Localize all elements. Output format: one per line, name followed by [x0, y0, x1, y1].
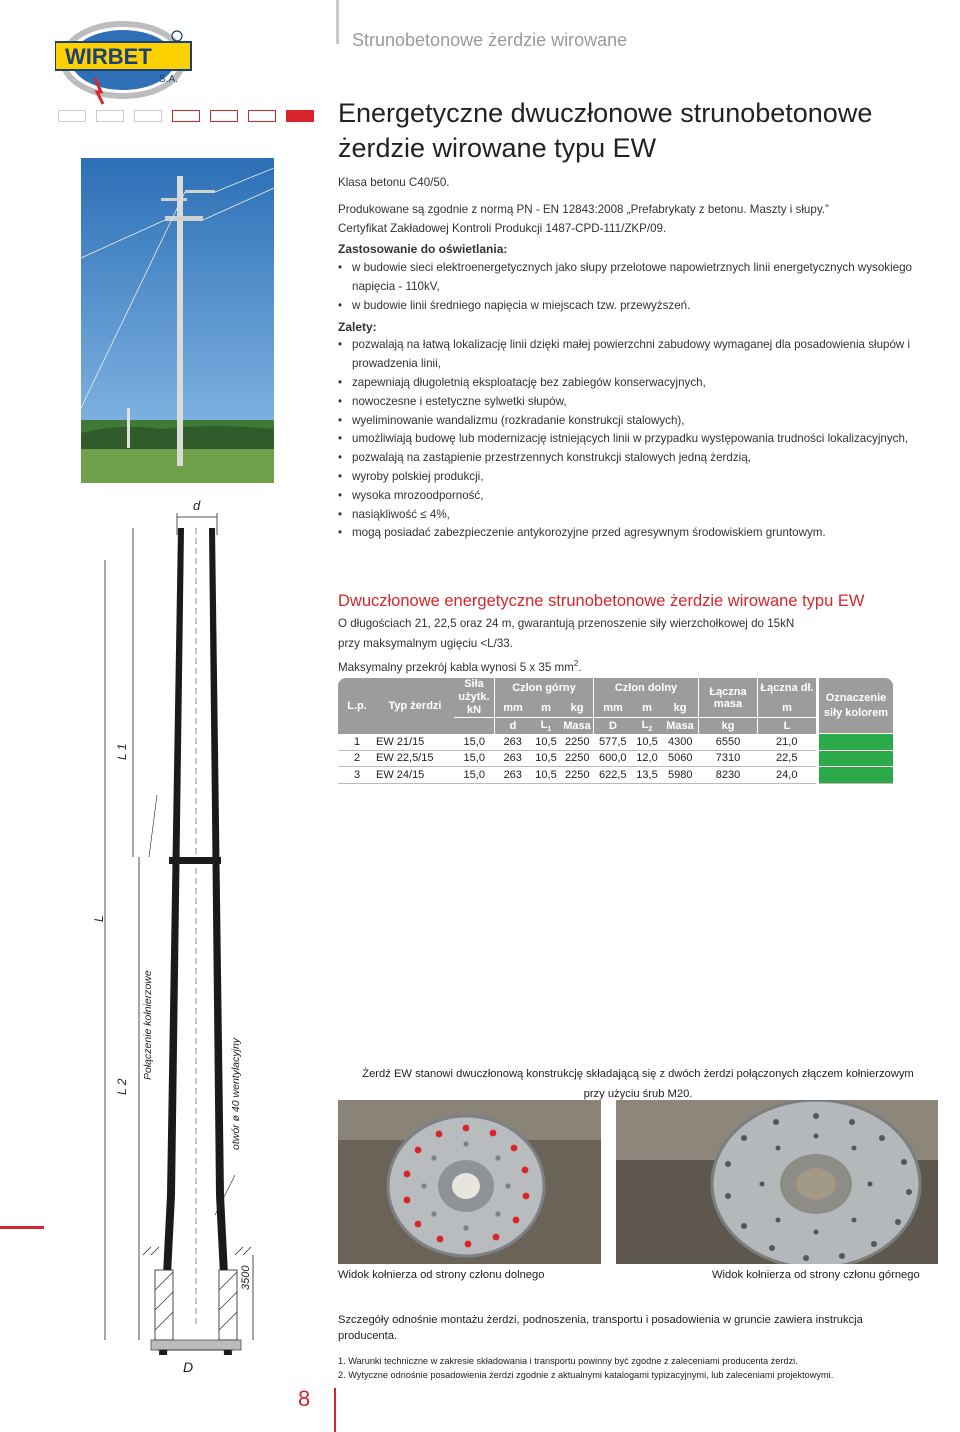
section-line: Maksymalny przekrój kabla wynosi 5 x 35 $mm^2$. — [338, 659, 582, 674]
table-cell: 7310 — [715, 752, 741, 765]
table-row — [338, 734, 893, 751]
th-mass: Łączna masa — [699, 678, 758, 718]
table-cell: 5060 — [668, 752, 693, 765]
L2-label: L 2 — [115, 1078, 129, 1095]
table-cell: 8230 — [715, 768, 741, 781]
list-item: • wyeliminowanie wandalizmu (rozkradanie konstrukcji stalowych), — [338, 412, 948, 431]
color-swatch — [818, 750, 894, 767]
details-text: Szczegóły odnośnie montażu żerdzi, podnoszenia, transportu i posadowienia w gruncie zawiera instrukcja producenta. — [338, 1314, 863, 1342]
page-number-bar — [334, 1388, 336, 1432]
D-label: D — [183, 1359, 194, 1375]
flange-photo-lower — [338, 1100, 601, 1264]
th-lower: Człon dolny — [594, 678, 699, 698]
vent-hole-label: otwór ø 40 wentylacyjny — [230, 1037, 242, 1150]
list-item: • mogą posiadać zabezpieczenie antykorozyjne przed agresywnym środowiskiem gruntowym. — [338, 524, 948, 543]
wirbet-logo — [55, 20, 195, 106]
standard-text: Produkowane są zgodnie z normą PN - EN 12843:2008 „Prefabrykaty z betonu. Maszty i słupy.” — [338, 202, 829, 216]
certificate-text: Certyfikat Zakładowej Kontroli Produkcji 1487-CPD-111/ZKP/09. — [338, 221, 667, 235]
table-cell: 577,5 — [598, 735, 627, 748]
svg-text:WIRBET: WIRBET — [65, 44, 152, 69]
concrete-class: Klasa betonu C40/50. — [338, 176, 450, 189]
table-cell: 6550 — [715, 735, 741, 748]
table-cell: 13,5 — [636, 768, 658, 781]
footnotes — [338, 1354, 833, 1382]
table-cell: 2250 — [565, 735, 590, 748]
table-cell: 15,0 — [463, 752, 485, 765]
section-line: O długościach 21, 22,5 oraz 24 m, gwarantują przenoszenie siły wierzchołkowej do 15kN — [338, 617, 795, 630]
th-sym: d — [495, 718, 532, 734]
section-title: Dwuczłonowe energetyczne strunobetonowe żerdzie wirowane typu EW — [338, 592, 865, 610]
table-cell: 22,5 — [776, 752, 798, 765]
depth-label: 3500 — [240, 1265, 252, 1290]
caption-lower: Widok kołnierza od strony członu dolnego — [338, 1269, 545, 1281]
th-unit: mm — [594, 698, 633, 717]
th-length: Łączna dł. — [758, 678, 818, 698]
header-divider — [336, 0, 339, 44]
table-cell: 10,5 — [535, 735, 557, 748]
th-lp: L.p. — [338, 678, 376, 734]
color-swatch — [818, 767, 894, 784]
table-cell: 2250 — [565, 768, 590, 781]
usage-list — [338, 259, 948, 315]
table-cell: 4300 — [668, 735, 693, 748]
list-item: • pozwalają na łatwą lokalizację linii dzięki małej powierzchni zabudowy wymaganej dla posadowienia słupów i prowadzenia linii, — [338, 336, 948, 374]
list-item: • nasiąkliwość ≤ 4%, — [338, 506, 948, 525]
th-sym: Masa — [561, 718, 594, 734]
th-upper: Człon górny — [495, 678, 594, 698]
caption-line: Żerdź EW stanowi dwuczłonową konstrukcję składającą się z dwóch żerdzi połączonych złączem kołnierzowym — [362, 1068, 914, 1080]
table-cell: 600,0 — [598, 752, 627, 765]
table-cell: 1 — [353, 735, 361, 748]
page-number: 8 — [298, 1386, 311, 1411]
th-sym: L — [758, 718, 818, 734]
usage-heading: Zastosowanie do oświetlania: — [338, 242, 508, 257]
caption-upper: Widok kołnierza od strony członu górnego — [712, 1269, 920, 1281]
intro-text — [338, 174, 948, 543]
th-unit: kg — [561, 698, 594, 717]
L-label: L — [92, 915, 106, 922]
list-item: • zapewniają długoletnią eksploatację bez zabiegów konserwacyjnych, — [338, 374, 948, 393]
table-cell: EW 24/15 — [376, 768, 425, 781]
th-sym: kg — [699, 718, 758, 734]
th-unit: mm — [495, 698, 532, 717]
table-cell: 10,5 — [636, 735, 658, 748]
page-title: Energetyczne dwuczłonowe strunobetonowe żerdzie wirowane typu EW — [338, 98, 873, 163]
footnote: 2. Wytyczne odnośnie posadowienia żerdzi zgodnie z aktualnymi katalogami typizacyjnymi, lub zaleceniami projektowymi. — [338, 1370, 834, 1380]
th-sym: Masa — [662, 718, 699, 734]
table-cell: 15,0 — [463, 735, 485, 748]
table-cell: 5980 — [668, 768, 693, 781]
progress-boxes — [58, 110, 314, 122]
table-cell: 3 — [353, 768, 361, 781]
advantages-heading: Zalety: — [338, 319, 377, 334]
list-item: • umożliwiają budowę lub modernizację istniejących linii w przypadku występowania trudności lokalizacyjnych, — [338, 430, 948, 449]
section-line: przy maksymalnym ugięciu <L/33. — [338, 637, 513, 650]
table-cell: 2 — [353, 752, 361, 765]
margin-mark — [0, 1226, 44, 1229]
list-item: • w budowie linii średniego napięcia w miejscach tzw. przewyższeń. — [338, 297, 948, 316]
table-row — [338, 750, 893, 767]
table-cell: 10,5 — [535, 768, 557, 781]
flange-photo-upper — [616, 1100, 938, 1264]
advantages-list — [338, 336, 948, 543]
pole-photo — [81, 158, 274, 483]
table-cell: 263 — [503, 768, 522, 781]
list-item: • pozwalają na zastąpienie przestrzennych konstrukcji stalowych jedną żerdzią, — [338, 449, 948, 468]
footnote: 1. Warunki techniczne w zakresie składowania i transportu powinny być zgodne z zaleceniami producenta żerdzi. — [338, 1356, 798, 1366]
table-cell: 15,0 — [463, 768, 485, 781]
th-type: Typ żerdzi — [376, 678, 454, 734]
th-sym — [454, 718, 495, 734]
th-sym: $L_1$ — [531, 718, 561, 734]
th-unit: m — [531, 698, 561, 717]
flange-connection-label: Połączenie kołnierzowe — [142, 970, 154, 1080]
table-cell: 2250 — [565, 752, 590, 765]
table-cell: EW 22,5/15 — [376, 752, 434, 765]
table-cell: 12,0 — [636, 752, 658, 765]
th-sym: D — [594, 718, 633, 734]
table-cell: 622,5 — [598, 768, 627, 781]
list-item: • nowoczesne i estetyczne sylwetki słupów, — [338, 393, 948, 412]
table-cell: 263 — [503, 752, 522, 765]
section-text — [338, 614, 794, 678]
table-cell: 24,0 — [776, 768, 798, 781]
th-unit: m — [632, 698, 662, 717]
table-row — [338, 767, 893, 784]
running-title: Strunobetonowe żerdzie wirowane — [352, 30, 628, 50]
L1-label: L 1 — [115, 743, 129, 760]
color-swatch — [818, 734, 894, 751]
table-cell: 10,5 — [535, 752, 557, 765]
th-unit: kg — [662, 698, 699, 717]
spec-table — [338, 678, 893, 784]
table-cell: EW 21/15 — [376, 735, 425, 748]
table-cell: 263 — [503, 735, 522, 748]
th-sym: $L_2$ — [632, 718, 662, 734]
th-force: Siła użytk. kN — [454, 678, 495, 718]
svg-text:S.A.: S.A. — [159, 74, 178, 85]
th-unit: m — [758, 698, 818, 717]
flange-description — [338, 1064, 938, 1104]
d-label: d — [193, 498, 201, 513]
pole-drawing — [95, 495, 275, 1385]
list-item: • wyroby polskiej produkcji, — [338, 468, 948, 487]
caption-line: przy użyciu śrub M20. — [583, 1088, 693, 1100]
list-item: • wysoka mrozoodporność, — [338, 487, 948, 506]
table-cell: 21,0 — [776, 735, 798, 748]
list-item: • w budowie sieci elektroenergetycznych jako słupy przelotowe napowietrznych linii energetycznych wysokiego napięcia - 110kV, — [338, 259, 948, 297]
th-color: Oznaczenie siły kolorem — [818, 678, 894, 734]
